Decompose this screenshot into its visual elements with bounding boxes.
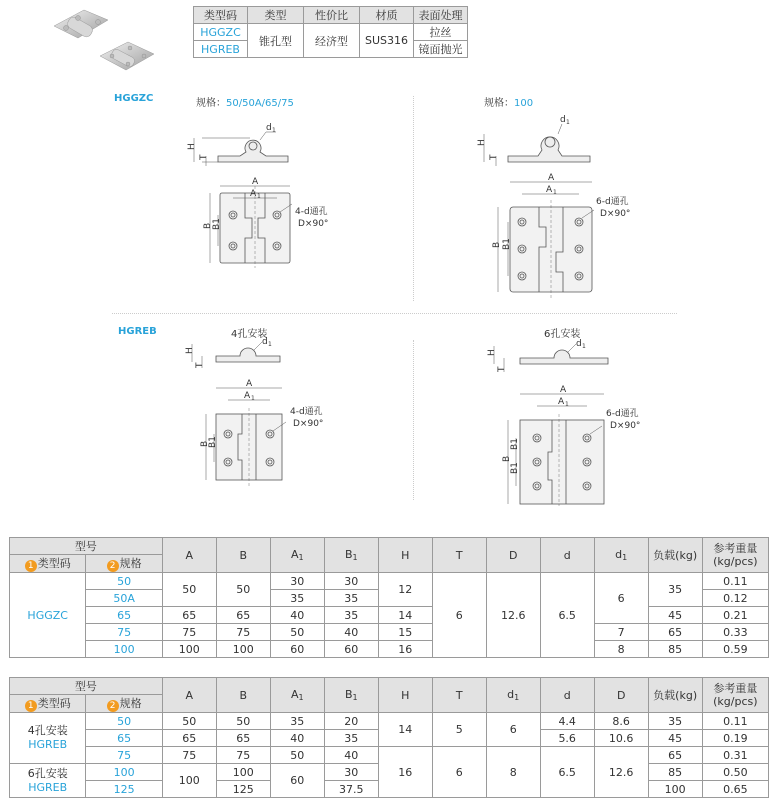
header-d: d — [540, 678, 594, 713]
cell-d: 5.6 — [540, 730, 594, 747]
badge-1: 1 — [25, 560, 37, 572]
cell-A1: 30 — [270, 573, 324, 590]
svg-text:4-d通孔: 4-d通孔 — [290, 407, 323, 417]
svg-text:1: 1 — [268, 341, 272, 348]
header-type: 类型 — [248, 7, 304, 24]
cell-B: 100 — [216, 641, 270, 658]
header-load: 负载(kg) — [648, 538, 702, 573]
drawing-hgreb-6hole — [480, 336, 650, 506]
cell-weight: 0.11 — [702, 713, 768, 730]
svg-text:1: 1 — [553, 189, 557, 196]
surface-hggzc: 拉丝 — [414, 24, 468, 41]
cell-B1: 30 — [324, 764, 378, 781]
svg-text:B1: B1 — [502, 238, 512, 250]
caption-hggzc-left: 规格：50/50A/65/75 — [196, 98, 294, 109]
caption-hgreb-right: 6孔安装 — [544, 329, 581, 340]
spec-75[interactable]: 75 — [86, 624, 162, 641]
section-label-hgreb: HGREB — [118, 326, 157, 337]
spec-50[interactable]: 50 — [86, 573, 162, 590]
cell-T: 5 — [432, 713, 486, 747]
svg-text:A: A — [246, 379, 253, 389]
header-D: D — [486, 538, 540, 573]
cell-A: 65 — [162, 607, 216, 624]
cell-A1: 35 — [270, 713, 324, 730]
spec-50[interactable]: 50 — [86, 713, 162, 730]
cell-weight: 0.50 — [702, 764, 768, 781]
type-code-cell[interactable]: HGGZC — [10, 573, 86, 658]
svg-text:d: d — [262, 337, 268, 347]
header-spec: 2 规格 — [86, 555, 162, 573]
header-A: A — [162, 538, 216, 573]
dimension-table-hgreb — [9, 677, 769, 798]
svg-text:T: T — [489, 154, 499, 160]
svg-text:D×90°: D×90° — [293, 419, 324, 429]
header-type-code: 类型码 — [194, 7, 248, 24]
svg-text:d: d — [560, 115, 566, 125]
cell-T: 6 — [432, 747, 486, 798]
cell-A1: 50 — [270, 747, 324, 764]
cell-B1: 60 — [324, 641, 378, 658]
cell-D: 8.6 — [594, 713, 648, 730]
svg-text:B: B — [492, 241, 502, 248]
cell-B: 75 — [216, 624, 270, 641]
cell-B: 50 — [216, 573, 270, 607]
spec-65[interactable]: 65 — [86, 607, 162, 624]
cell-d1: 8 — [486, 747, 540, 798]
cell-D: 12.6 — [594, 747, 648, 798]
cell-H: 12 — [378, 573, 432, 607]
svg-text:1: 1 — [257, 193, 261, 200]
svg-text:T: T — [497, 366, 507, 372]
cell-B1: 40 — [324, 624, 378, 641]
cell-load: 65 — [648, 624, 702, 641]
cell-B1: 30 — [324, 573, 378, 590]
header-B1: $B_1$ — [324, 538, 378, 573]
header-A1: $A_1$ — [270, 678, 324, 713]
spec-75[interactable]: 75 — [86, 747, 162, 764]
cell-A1: 50 — [270, 624, 324, 641]
cell-weight: 0.19 — [702, 730, 768, 747]
svg-text:T: T — [199, 154, 209, 160]
cell-d1: 6 — [594, 573, 648, 624]
cell-H: 14 — [378, 713, 432, 747]
svg-text:1: 1 — [251, 395, 255, 402]
header-load: 负载(kg) — [648, 678, 702, 713]
header-value: 性价比 — [304, 7, 360, 24]
divider-vertical-top — [413, 96, 414, 301]
header-B: B — [216, 538, 270, 573]
svg-text:A: A — [244, 391, 251, 401]
cell-B1: 37.5 — [324, 781, 378, 798]
cell-load: 85 — [648, 764, 702, 781]
caption-hggzc-right: 规格：100 — [484, 98, 534, 109]
badge-1: 1 — [25, 700, 37, 712]
cell-A1: 60 — [270, 764, 324, 798]
cell-B: 50 — [216, 713, 270, 730]
cell-B1: 35 — [324, 590, 378, 607]
header-spec: 2 规格 — [86, 695, 162, 713]
svg-text:6-d通孔: 6-d通孔 — [606, 409, 639, 419]
caption-hgreb-left: 4孔安装 — [231, 329, 268, 340]
cell-load: 35 — [648, 713, 702, 730]
header-T: T — [432, 678, 486, 713]
svg-text:6-d通孔: 6-d通孔 — [596, 197, 629, 207]
cell-B: 100 — [216, 764, 270, 781]
svg-text:d: d — [266, 123, 272, 133]
header-D: D — [594, 678, 648, 713]
cell-d: 4.4 — [540, 713, 594, 730]
divider-horizontal — [112, 313, 677, 314]
header-B: B — [216, 678, 270, 713]
header-T: T — [432, 538, 486, 573]
cell-load: 85 — [648, 641, 702, 658]
spec-50A[interactable]: 50A — [86, 590, 162, 607]
cell-A: 100 — [162, 764, 216, 798]
type-code-hggzc[interactable]: HGGZC — [194, 24, 248, 41]
dimension-table-hggzc — [9, 537, 769, 658]
cell-load: 45 — [648, 607, 702, 624]
badge-2: 2 — [107, 700, 119, 712]
svg-text:A: A — [546, 185, 553, 195]
cell-B1: 20 — [324, 713, 378, 730]
spec-125[interactable]: 125 — [86, 781, 162, 798]
cell-D: 12.6 — [486, 573, 540, 658]
header-d: d — [540, 538, 594, 573]
drawing-hgreb-4hole — [178, 336, 338, 496]
cell-A1: 60 — [270, 641, 324, 658]
material-cell: SUS316 — [360, 24, 414, 58]
spec-100[interactable]: 100 — [86, 641, 162, 658]
cell-load: 65 — [648, 747, 702, 764]
type-code-hgreb-4[interactable]: HGREB — [28, 738, 68, 751]
cell-weight: 0.59 — [702, 641, 768, 658]
cell-H: 15 — [378, 624, 432, 641]
header-d1: $d_1$ — [486, 678, 540, 713]
group-6hole: 6孔安装 HGREB — [10, 764, 86, 798]
svg-text:B: B — [203, 222, 213, 229]
value-cell: 经济型 — [304, 24, 360, 58]
cell-D: 10.6 — [594, 730, 648, 747]
header-surface: 表面处理 — [414, 7, 468, 24]
cell-B: 125 — [216, 781, 270, 798]
header-type-code: 1 类型码 — [10, 555, 86, 573]
spec-65[interactable]: 65 — [86, 730, 162, 747]
divider-vertical-bottom — [413, 340, 414, 500]
svg-text:4-d通孔: 4-d通孔 — [295, 207, 328, 217]
header-material: 材质 — [360, 7, 414, 24]
cell-weight: 0.12 — [702, 590, 768, 607]
cell-weight: 0.33 — [702, 624, 768, 641]
svg-text:B1: B1 — [510, 462, 520, 474]
cell-A: 100 — [162, 641, 216, 658]
cell-d1: 6 — [486, 713, 540, 747]
cell-A1: 40 — [270, 607, 324, 624]
spec-100[interactable]: 100 — [86, 764, 162, 781]
cell-B1: 40 — [324, 747, 378, 764]
svg-text:d: d — [576, 339, 582, 349]
svg-text:H: H — [477, 139, 487, 146]
cell-B: 75 — [216, 747, 270, 764]
cell-H: 14 — [378, 607, 432, 624]
header-weight: 参考重量 (kg/pcs) — [702, 538, 768, 573]
cell-weight: 0.21 — [702, 607, 768, 624]
svg-text:H: H — [487, 349, 497, 356]
svg-text:A: A — [252, 177, 259, 187]
cell-B1: 35 — [324, 607, 378, 624]
svg-text:B: B — [200, 440, 210, 447]
svg-text:B1: B1 — [208, 436, 218, 448]
svg-text:A: A — [548, 173, 555, 183]
type-code-hgreb-6[interactable]: HGREB — [28, 780, 68, 794]
svg-text:D×90°: D×90° — [298, 219, 329, 229]
header-H: H — [378, 678, 432, 713]
cell-d: 6.5 — [540, 573, 594, 658]
svg-text:1: 1 — [582, 343, 586, 350]
spec-table — [193, 6, 468, 58]
cell-B: 65 — [216, 607, 270, 624]
cell-A1: 35 — [270, 590, 324, 607]
drawing-hggzc-6hole — [470, 112, 640, 302]
cell-A: 50 — [162, 573, 216, 607]
svg-text:D×90°: D×90° — [600, 209, 631, 219]
header-model: 型号 — [10, 678, 163, 695]
svg-text:D×90°: D×90° — [610, 421, 641, 431]
header-H: H — [378, 538, 432, 573]
cell-A1: 40 — [270, 730, 324, 747]
drawing-hggzc-4hole — [180, 118, 340, 298]
header-d1: $d_1$ — [594, 538, 648, 573]
svg-text:B1: B1 — [212, 218, 222, 230]
cell-load: 100 — [648, 781, 702, 798]
section-label-hggzc: HGGZC — [114, 93, 154, 104]
cell-weight: 0.11 — [702, 573, 768, 590]
svg-text:A: A — [558, 397, 565, 407]
svg-text:H: H — [185, 347, 195, 354]
svg-text:A: A — [250, 189, 257, 199]
cell-d1: 7 — [594, 624, 648, 641]
cell-d: 6.5 — [540, 747, 594, 798]
cell-B: 65 — [216, 730, 270, 747]
svg-text:A: A — [560, 385, 567, 395]
svg-text:1: 1 — [565, 401, 569, 408]
cell-A: 75 — [162, 624, 216, 641]
cell-weight: 0.31 — [702, 747, 768, 764]
svg-text:1: 1 — [272, 127, 276, 134]
header-model: 型号 — [10, 538, 163, 555]
header-type-code: 1 类型码 — [10, 695, 86, 713]
type-code-hgreb[interactable]: HGREB — [194, 41, 248, 58]
header-weight: 参考重量 (kg/pcs) — [702, 678, 768, 713]
header-A: A — [162, 678, 216, 713]
cell-d1: 8 — [594, 641, 648, 658]
cell-load: 45 — [648, 730, 702, 747]
surface-hgreb: 镜面抛光 — [414, 41, 468, 58]
svg-text:1: 1 — [566, 119, 570, 126]
badge-2: 2 — [107, 560, 119, 572]
svg-text:B1: B1 — [510, 438, 520, 450]
type-cell: 锥孔型 — [248, 24, 304, 58]
cell-T: 6 — [432, 573, 486, 658]
cell-A: 75 — [162, 747, 216, 764]
cell-H: 16 — [378, 747, 432, 798]
svg-text:B: B — [502, 455, 512, 462]
cell-weight: 0.65 — [702, 781, 768, 798]
cell-B1: 35 — [324, 730, 378, 747]
header-A1: $A_1$ — [270, 538, 324, 573]
cell-A: 65 — [162, 730, 216, 747]
product-photo — [48, 4, 160, 74]
header-B1: $B_1$ — [324, 678, 378, 713]
cell-A: 50 — [162, 713, 216, 730]
cell-load: 35 — [648, 573, 702, 607]
svg-text:H: H — [187, 143, 197, 150]
cell-H: 16 — [378, 641, 432, 658]
group-4hole: 4孔安装 HGREB — [10, 713, 86, 764]
svg-text:T: T — [195, 362, 205, 368]
